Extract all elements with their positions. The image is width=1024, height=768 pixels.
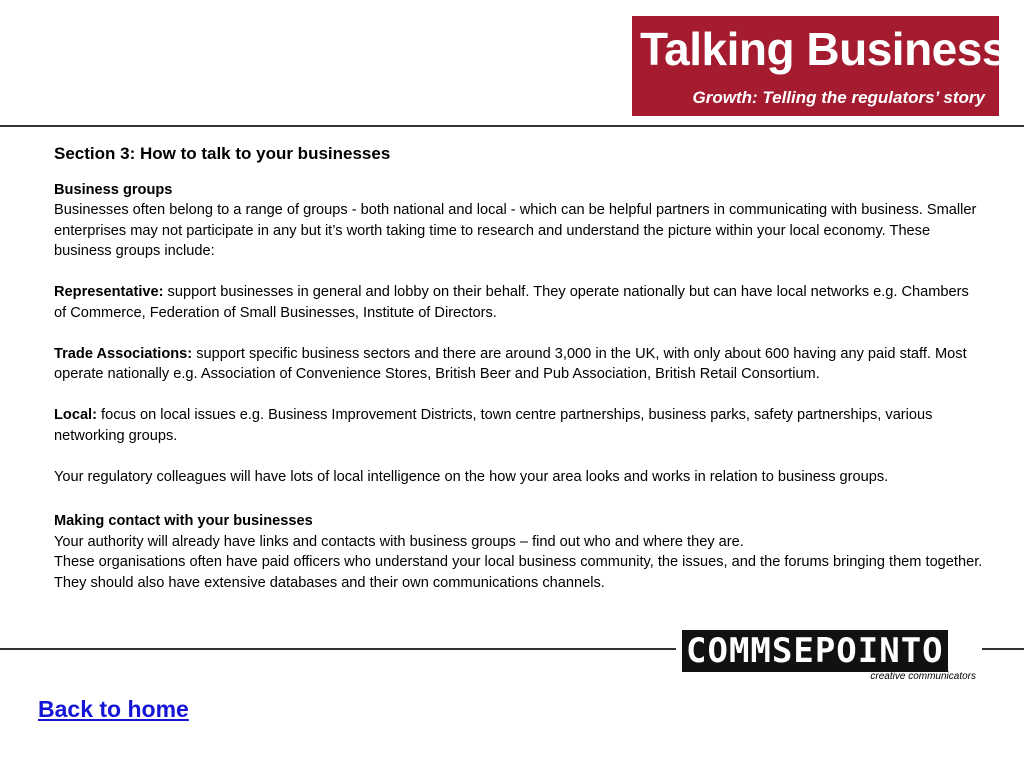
- making-contact-title: Making contact with your businesses: [54, 513, 313, 529]
- local-paragraph: [54, 405, 984, 446]
- back-to-home-link[interactable]: Back to home: [38, 696, 189, 722]
- commspoint-tagline: creative communicators: [870, 671, 976, 682]
- representative-text: support businesses in general and lobby on their behalf. They operate nationally but can have local networks e.g. Chambers of Commerce, Federation of Small Businesses, Institute of Directors.: [54, 284, 969, 321]
- bottom-divider-left: [0, 648, 676, 650]
- business-groups-text: Businesses often belong to a range of groups - both national and local - which can be helpful partners in communicating with business. Smaller enterprises may not participate in any but it’s worth taking time to research and understand the picture within your local economy. These business groups include:: [54, 202, 977, 259]
- making-contact-line-1: Your authority will already have links and contacts with business groups – find out who and where they are.: [54, 533, 744, 550]
- commspoint-logo: [678, 628, 980, 686]
- bottom-divider-right: [982, 648, 1024, 650]
- trade-associations-paragraph: [54, 344, 984, 385]
- talking-business-banner: [632, 16, 1007, 116]
- banner-title: Talking Business: [640, 23, 1007, 75]
- trade-associations-label: Trade Associations:: [54, 345, 193, 362]
- local-label: Local:: [54, 407, 97, 423]
- trade-associations-text: support specific business sectors and there are around 3,000 in the UK, with only about 600 having any paid staff. Most operate nationally e.g. Association of Convenience Stores, British Beer and Pub Association, British Retail Consortium.: [54, 345, 967, 382]
- section-heading: Section 3: How to talk to your businesses: [54, 144, 391, 163]
- banner-subtitle: Growth: Telling the regulators’ story: [692, 88, 985, 107]
- representative-label: Representative:: [54, 284, 164, 300]
- main-content: [54, 144, 984, 593]
- business-groups-title: Business groups: [54, 181, 173, 198]
- commspoint-logo-word: COMMSEPOINTO: [682, 630, 948, 672]
- making-contact-line-2: These organisations often have paid officers who understand your local business community, the issues, and the forums bringing them together. They should also have extensive databases and their own communications channels.: [54, 554, 983, 591]
- top-divider: [0, 125, 1024, 127]
- colleagues-paragraph: Your regulatory colleagues will have lots of local intelligence on the how your area looks and works in relation to business groups.: [54, 468, 889, 485]
- representative-paragraph: [54, 282, 984, 323]
- local-text: focus on local issues e.g. Business Improvement Districts, town centre partnerships, business parks, safety partnerships, various networking groups.: [54, 407, 933, 444]
